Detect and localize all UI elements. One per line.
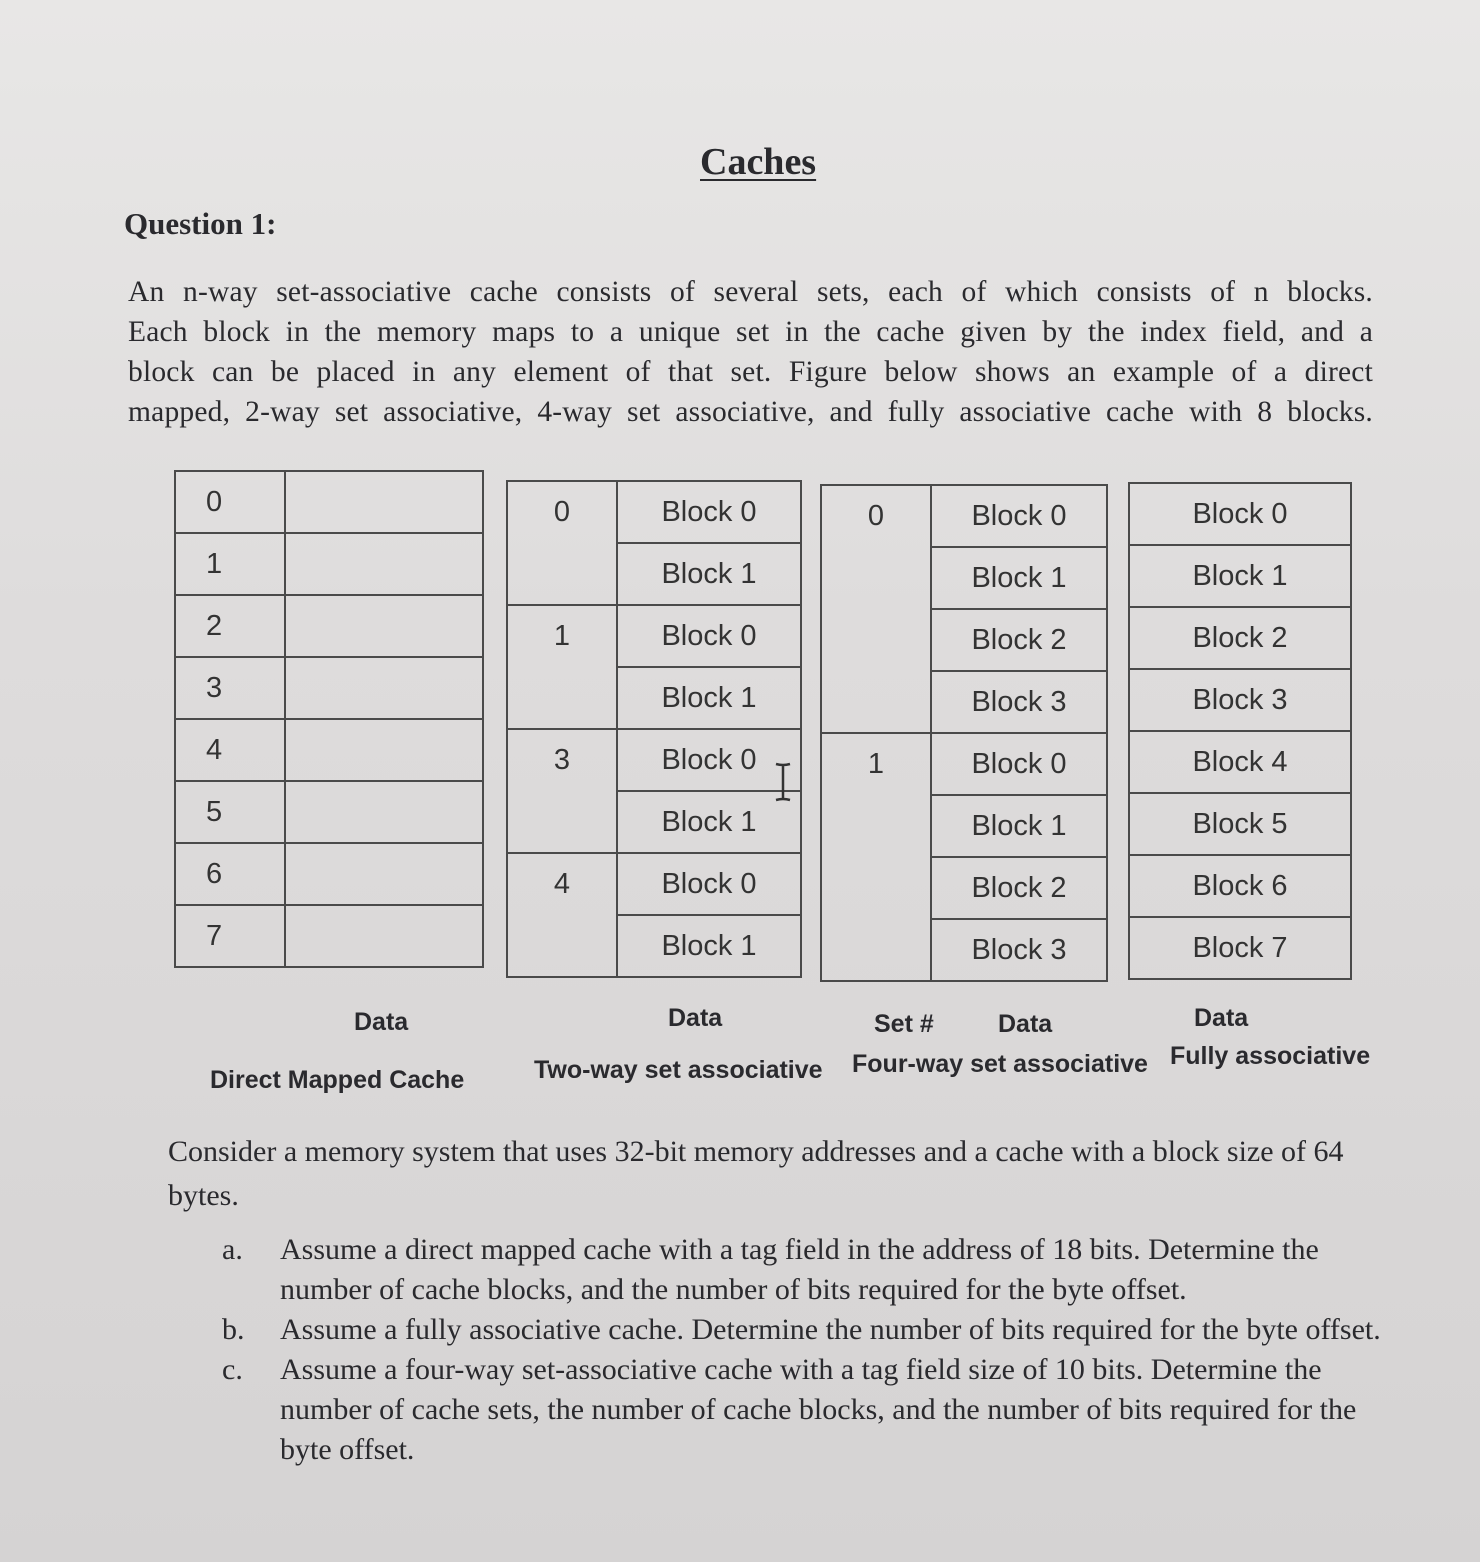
fully-associative-table — [1128, 482, 1352, 980]
intro-line: block can be placed in any element of that set. Figure below shows an example of a direct — [128, 356, 1373, 388]
fa-block: Block 4 — [1129, 731, 1351, 793]
tw-block: Block 1 — [617, 667, 801, 729]
fa-block: Block 2 — [1129, 607, 1351, 669]
tw-caption: Two-way set associative — [534, 1056, 823, 1084]
fa-block: Block 5 — [1129, 793, 1351, 855]
fa-data-label: Data — [1194, 1004, 1249, 1032]
dm-data-cell — [285, 905, 483, 967]
dm-index: 3 — [175, 657, 285, 719]
dm-index: 5 — [175, 781, 285, 843]
fw-block: Block 0 — [931, 733, 1107, 795]
question-mark: a. — [222, 1233, 243, 1266]
four-way-table — [820, 484, 1108, 982]
fw-block: Block 1 — [931, 547, 1107, 609]
question-mark: b. — [222, 1313, 245, 1346]
question-label: Question 1: — [124, 206, 277, 241]
fw-block: Block 3 — [931, 919, 1107, 981]
tw-block: Block 0 — [617, 605, 801, 667]
intro-paragraph — [128, 272, 1373, 432]
intro-line: Each block in the memory maps to a unique set in the cache given by the index field, and a — [128, 316, 1373, 348]
page-title: Caches — [700, 141, 817, 183]
question-list — [222, 1230, 1392, 1470]
dm-data-label: Data — [354, 1008, 409, 1036]
dm-index: 4 — [175, 719, 285, 781]
intro-line: mapped, 2-way set associative, 4-way set associative, and fully associative cache with 8 blocks. — [128, 396, 1373, 428]
tw-block: Block 1 — [617, 791, 801, 853]
fa-block: Block 0 — [1129, 483, 1351, 545]
dm-data-cell — [285, 595, 483, 657]
fw-caption: Four-way set associative — [852, 1050, 1148, 1078]
fa-block: Block 6 — [1129, 855, 1351, 917]
question-item — [222, 1310, 1392, 1350]
fa-block: Block 7 — [1129, 917, 1351, 979]
dm-data-cell — [285, 719, 483, 781]
dm-index: 7 — [175, 905, 285, 967]
question-text: Assume a direct mapped cache with a tag field in the address of 18 bits. Determine the number of cache blocks, and the number of bits required for the byte offset. — [280, 1233, 1319, 1306]
tw-set-index: 3 — [507, 729, 617, 853]
dm-data-cell — [285, 533, 483, 595]
tw-block: Block 1 — [617, 543, 801, 605]
fw-block: Block 2 — [931, 609, 1107, 671]
two-way-table — [506, 480, 802, 978]
text-cursor-icon — [772, 760, 794, 804]
fa-block: Block 3 — [1129, 669, 1351, 731]
question-text: Assume a four-way set-associative cache with a tag field size of 10 bits. Determine the number of cache sets, the number of cache blocks, and the number of bits required for the byte offset. — [280, 1353, 1357, 1466]
fw-set-index: 1 — [821, 733, 931, 981]
fw-block: Block 2 — [931, 857, 1107, 919]
tw-block: Block 0 — [617, 481, 801, 543]
dm-data-cell — [285, 843, 483, 905]
question-text: Assume a fully associative cache. Determine the number of bits required for the byte offset. — [280, 1313, 1381, 1346]
tw-block: Block 1 — [617, 915, 801, 977]
fw-block: Block 0 — [931, 485, 1107, 547]
dm-index: 6 — [175, 843, 285, 905]
fa-block: Block 1 — [1129, 545, 1351, 607]
question-item — [222, 1350, 1392, 1470]
question-mark: c. — [222, 1353, 243, 1386]
intro-line: An n-way set-associative cache consists of several sets, each of which consists of n blocks. — [128, 276, 1373, 308]
tw-block: Block 0 — [617, 729, 801, 791]
dm-index: 1 — [175, 533, 285, 595]
tw-set-index: 4 — [507, 853, 617, 977]
fw-data-label: Data — [998, 1010, 1053, 1038]
consider-paragraph: Consider a memory system that uses 32-bit memory addresses and a cache with a block size of 64 bytes. — [168, 1135, 1344, 1212]
tw-block: Block 0 — [617, 853, 801, 915]
fa-caption: Fully associative — [1170, 1042, 1371, 1070]
dm-index: 2 — [175, 595, 285, 657]
dm-index: 0 — [175, 471, 285, 533]
dm-caption: Direct Mapped Cache — [210, 1066, 465, 1094]
question-item — [222, 1230, 1392, 1310]
fw-block: Block 1 — [931, 795, 1107, 857]
dm-data-cell — [285, 657, 483, 719]
fw-set-index: 0 — [821, 485, 931, 733]
tw-data-label: Data — [668, 1004, 723, 1032]
tw-set-index: 0 — [507, 481, 617, 605]
fw-block: Block 3 — [931, 671, 1107, 733]
tw-set-index: 1 — [507, 605, 617, 729]
dm-data-cell — [285, 781, 483, 843]
dm-data-cell — [285, 471, 483, 533]
fw-set-label: Set # — [874, 1010, 934, 1038]
direct-mapped-table — [174, 470, 484, 968]
